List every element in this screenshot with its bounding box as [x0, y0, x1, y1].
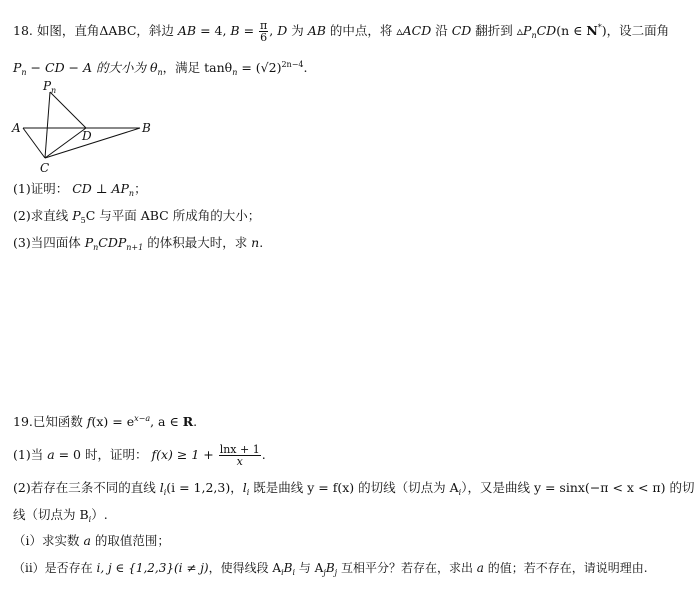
q18-ab2: AB	[307, 23, 326, 38]
q19-p1-eq: = 0 时，证明：	[54, 447, 148, 462]
label-a: A	[12, 121, 21, 135]
segment-cpn	[45, 92, 50, 158]
q19-l1-r: R	[182, 414, 194, 429]
q18-sep: ,	[269, 23, 278, 38]
q19-sii-sj2: j	[334, 568, 338, 577]
q18-p2-sub: 5	[80, 216, 86, 225]
q19-sii-end: 的值；若不存在，请说明理由.	[483, 561, 648, 575]
label-d: D	[82, 129, 92, 143]
q19-sii-si: i	[281, 568, 284, 577]
segment-cd	[45, 128, 86, 158]
q19-sii-ij: i, j ∈ {1,2,3}(i ≠ j)	[96, 561, 209, 575]
q18-eq1: = 4,	[196, 23, 231, 38]
label-pn-sub: n	[51, 86, 57, 95]
q19-sii-mid: ，使得线段 A	[208, 561, 282, 575]
q18-ab: AB	[177, 23, 197, 38]
q18-line1	[13, 20, 669, 44]
q19-p1-end: .	[261, 447, 266, 462]
q19-part2-line1	[13, 480, 694, 501]
q18-p3-prefix: (3)当四面体	[13, 235, 85, 250]
q19-p2-text2: ），又是曲线 y = sinx(−π < x < π) 的切	[461, 480, 694, 495]
figure-svg	[10, 80, 160, 180]
q18-p3-end: .	[259, 235, 264, 250]
q19-si-rest: 的取值范围；	[90, 533, 170, 548]
q19-si-a: a	[83, 533, 91, 548]
q18-l2-thetasub: n	[157, 68, 163, 77]
q18-p1-prefix: (1)证明：	[13, 181, 69, 196]
q18-fraction	[259, 20, 268, 43]
label-b: B	[142, 121, 151, 135]
q19-p1-prefix: (1)当	[13, 447, 48, 462]
q18-p3-rest: 的体积最大时，求	[143, 235, 252, 250]
q19-p2-l2: l	[242, 480, 247, 495]
q18-part2	[13, 208, 260, 229]
q19-p2-mid: ，	[230, 480, 243, 495]
q19-si-prefix: （i）求实数	[13, 533, 84, 548]
q18-tail: ，设二面角	[606, 23, 670, 38]
q18-d: D	[277, 23, 288, 38]
q19-p2-ai: i	[458, 488, 462, 497]
q19-p2l2-bi: i	[88, 515, 92, 524]
q18-l2-end: .	[303, 60, 308, 75]
q18-l2-exp: 2n−4	[281, 60, 304, 69]
q18-p3-n: n	[251, 235, 260, 250]
q19-frac-den: x	[236, 455, 243, 468]
q18-part3	[13, 235, 263, 256]
q18-frac-num: π	[260, 19, 268, 32]
q18-part1	[13, 181, 147, 202]
q18-p2-p: P	[72, 208, 81, 223]
q19-sii-mid2: 与 A	[295, 561, 324, 575]
segment-pnd	[50, 92, 86, 128]
q18-mid: 为	[287, 23, 308, 38]
q19-p1-a: a	[47, 447, 55, 462]
q18-p1-sub: n	[128, 189, 135, 198]
q19-p2-l: l	[159, 480, 164, 495]
q18-close: )	[601, 23, 607, 38]
q19-p2l2-text: 线（切点为 B	[13, 507, 89, 522]
q19-p1-lhs: f(x) ≥ 1 +	[147, 447, 218, 462]
q19-part2-line2	[13, 507, 108, 528]
q18-paren: (n ∈	[556, 23, 587, 38]
q18-mid2: 的中点，将	[325, 23, 397, 38]
q18-p3-mid: CDP	[98, 235, 127, 250]
q18-l2-eq: = (√2)	[237, 60, 282, 75]
q18-p3-sub2: n+1	[126, 243, 144, 252]
q18-nstar: N	[586, 23, 598, 38]
q19-p2-text: 既是曲线 y = f(x) 的切线（切点为 A	[249, 480, 459, 495]
label-c: C	[40, 161, 50, 175]
q18-l2-nsub: n	[21, 68, 27, 77]
q18-l2-body: − CD − A 的大小为 θ	[26, 60, 158, 75]
q19-sub-ii	[13, 560, 648, 581]
q18-l2-p: P	[13, 60, 22, 75]
q19-sub-i	[13, 533, 170, 549]
q18-cd: CD	[451, 23, 472, 38]
q19-sii-a: a	[476, 561, 484, 575]
q18-triangle-acd: ▵ACD	[396, 23, 432, 38]
q18-mid3: 沿	[431, 23, 452, 38]
q18-p2-rest: C 与平面 ABC 所成角的大小；	[85, 208, 261, 223]
q19-sii-prefix: （ii）是否存在	[13, 561, 97, 575]
q19-l1-end: .	[193, 414, 198, 429]
q19-sii-b: B	[283, 561, 293, 575]
q19-sii-sj: j	[323, 568, 326, 577]
q18-p3-p: P	[84, 235, 94, 250]
q19-p2-li2: i	[246, 488, 250, 497]
q19-p2-li: i	[163, 488, 167, 497]
q19-part1	[13, 444, 266, 467]
q18-pn-sub: n	[531, 31, 537, 40]
label-pn: P	[43, 79, 52, 93]
q18-star: *	[597, 23, 602, 32]
q18-p1-expr: CD ⊥ AP	[68, 181, 129, 196]
q19-sii-b2: B	[325, 561, 335, 575]
geometry-figure	[10, 80, 160, 180]
q19-sii-rest: 互相平分？若存在，求出	[337, 561, 477, 575]
q19-l1-prefix: 19.已知函数	[13, 414, 87, 429]
q19-p2-prefix: (2)若存在三条不同的直线	[13, 480, 160, 495]
q19-l1-rest: , a ∈	[150, 414, 183, 429]
q19-l1-f: f	[86, 414, 92, 429]
q18-triangle-pn: ▵P	[516, 23, 532, 38]
q19-l1-exp: x−a	[134, 414, 151, 423]
q18-cd2: CD	[536, 23, 557, 38]
q18-frac-den: 6	[260, 31, 268, 44]
q18-intro: 18. 如图，直角ΔABC，斜边	[13, 23, 178, 38]
q19-sii-si2: i	[292, 568, 296, 577]
q19-p2l2-end: ）.	[91, 507, 108, 522]
q18-mid4: 翻折到	[471, 23, 517, 38]
q19-frac-num: lnx + 1	[219, 443, 260, 456]
q18-l2-text2: ，满足 tanθ	[162, 60, 233, 75]
q18-p1-end: ；	[134, 181, 147, 196]
q18-p2-prefix: (2)求直线	[13, 208, 73, 223]
q19-l1-x: (x) = e	[91, 414, 135, 429]
q18-line2	[13, 57, 307, 81]
q19-p2-cond: (i = 1,2,3)	[166, 480, 231, 495]
q19-fraction	[219, 444, 261, 467]
segment-cb	[45, 128, 140, 158]
segment-ca	[23, 128, 45, 158]
q18-eq2: =	[239, 23, 259, 38]
q19-line1	[13, 411, 197, 430]
q18-p3-sub1: n	[93, 243, 99, 252]
q18-l2-thetasub2: n	[232, 68, 238, 77]
q18-b: B	[230, 23, 240, 38]
